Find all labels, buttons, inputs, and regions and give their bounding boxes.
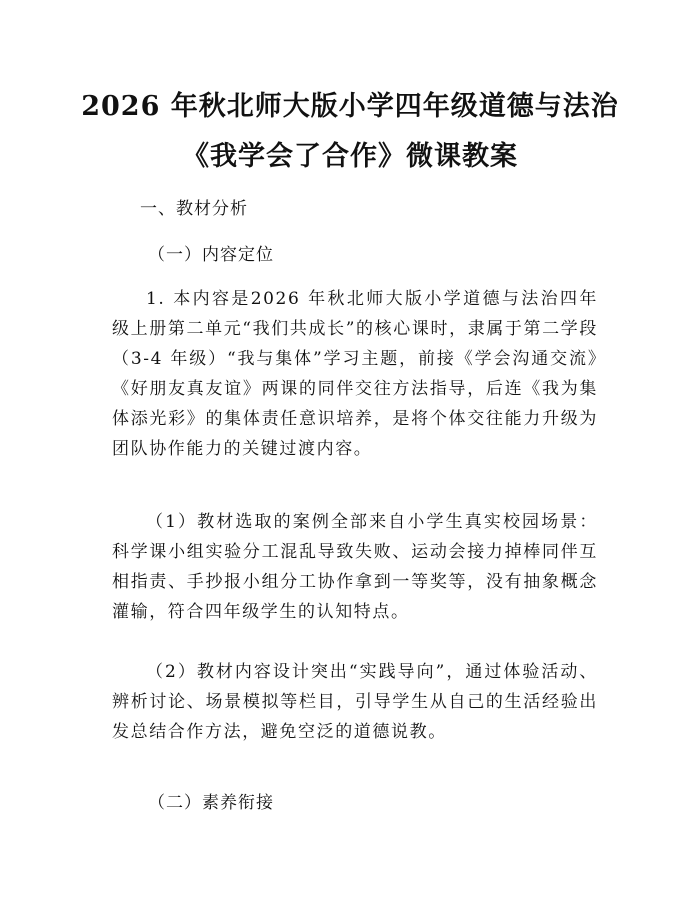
document-title-line-2: 《我学会了合作》微课教案 <box>182 141 518 172</box>
paragraph-content-positioning: 1. 本内容是2026 年秋北师大版小学道德与法治四年级上册第二单元“我们共成长”的核心课时，隶属于第二学段（3-4 年级）“我与集体”学习主题，前接《学会沟通交流》《好朋友真友谊》两课的同伴交往方法指导，后连《我为集体添光彩》的集体责任意识培养，是将个体交往能力升级为团队协作能力的关键过渡内容。 <box>112 289 598 459</box>
paragraph-case-selection: （1）教材选取的案例全部来自小学生真实校园场景：科学课小组实验分工混乱导致失败、运动会接力掉棒同伴互相指责、手抄报小组分工协作拿到一等奖等，没有抽象概念灌输，符合四年级学生的认知特点。 <box>112 512 598 622</box>
section-heading-textbook-analysis: 一、教材分析 <box>140 199 248 219</box>
document-title-line-1: 2026 年秋北师大版小学四年级道德与法治 <box>81 91 619 122</box>
paragraph-practice-orientation: （2）教材内容设计突出“实践导向”，通过体验活动、辨析讨论、场景模拟等栏目，引导学生从自己的生活经验出发总结合作方法，避免空泛的道德说教。 <box>112 662 598 742</box>
subsection-heading-literacy-connection: （二）素养衔接 <box>148 793 274 813</box>
subsection-heading-content-positioning: （一）内容定位 <box>148 245 274 265</box>
